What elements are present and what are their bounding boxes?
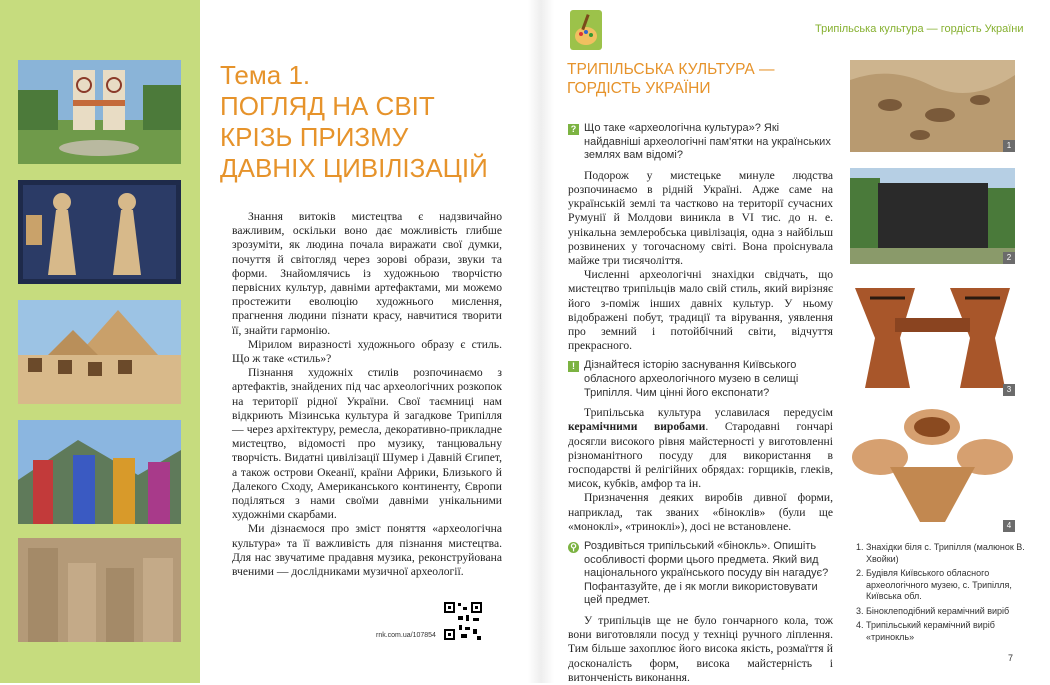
figure-number: 3	[1003, 384, 1015, 396]
figure-number: 2	[1003, 252, 1015, 264]
figure-1-drawing	[850, 60, 1015, 152]
topic-title-line: ДАВНІХ ЦИВІЛІЗАЦІЙ	[220, 153, 488, 183]
book-spine	[528, 0, 554, 683]
paragraph: Мірилом виразності художнього образу є стиль. Що ж таке «стиль»?	[232, 337, 502, 366]
page-number: 7	[1008, 653, 1014, 663]
bold-term: керамічними виробами	[568, 420, 706, 434]
topic-label: Тема 1.	[220, 60, 311, 90]
text-block	[568, 406, 833, 534]
paragraph	[568, 406, 833, 491]
caption-item: 4. Трипільський керамічний виріб «тринокль»	[866, 620, 1032, 643]
paragraph: Знання витоків мистецтва є надзвичайно важливим, оскільки воно дає можливість глибше зрозуміти, як людина почала виражати свої думки, почуття й світогляд через зорові образи, звуки та форми. Знайомлячись із художньою творчістю первісних культур, давніми артефактами, ми можемо простежити еволюцію художнього мислення, прагнення людини пізнати красу, навчитися творити її, знайти гармонію.	[232, 210, 502, 337]
caption-item: 2. Будівля Київського обласного археологічного музею, с. Трипілля, Київська обл.	[866, 568, 1032, 603]
paragraph: Численні археологічні знахідки свідчать, що мистецтво трипільців мало свій стиль, який вирізняє його з-поміж інших давніх культур. У ньому відображені побут, традиції та вірування, уявлення про земний і потойбічний світи, відчуття прекрасного.	[568, 268, 833, 353]
topic-title-line: ПОГЛЯД НА СВІТ	[220, 91, 435, 121]
text-block	[568, 169, 833, 354]
paragraph: Подорож у мистецьке минуле людства розпочинаємо в рідній Україні. Адже саме на українській землі та частково на території сучасних Румунії й Молдови виникла в VI тис. до н. е. унікальна землеробська цивілізація, одна з найбільш розвинених у тогочасному світі. Вона проіснувала майже три тисячоліття.	[568, 168, 833, 267]
caption-item: 1. Знахідки біля с. Трипілля (малюнок В. Хвойки)	[866, 542, 1032, 565]
photo-sumerian-figures	[18, 180, 181, 284]
question-block	[568, 122, 833, 163]
magnifier-icon: ⚲	[568, 542, 579, 553]
chapter-title-line: ТРИПІЛЬСЬКА КУЛЬТУРА —	[567, 61, 775, 78]
topic-title-line: КРІЗЬ ПРИЗМУ	[220, 122, 409, 152]
paragraph-part: Трипільська культура уславилася передусім	[584, 406, 833, 420]
figure-2-museum	[850, 168, 1015, 264]
paragraph: У трипільців ще не було гончарного кола, тож вони виготовляли посуд у техніці ручного ліплення. Тим більше захоплює його висока якість, розмаїття й досконалість форм, висока майстерність і витонченість виконання.	[568, 614, 833, 684]
chapter-body	[568, 122, 833, 685]
task-block	[568, 540, 833, 608]
intro-text	[232, 210, 502, 579]
running-header: Трипільська культура — гордість України	[815, 23, 1024, 35]
figure-3-binocle-vessel	[850, 278, 1015, 396]
chapter-title-line: ГОРДІСТЬ УКРАЇНИ	[567, 80, 711, 97]
photo-trypillia-monument	[18, 60, 181, 164]
paragraph: Ми дізнаємося про зміст поняття «археологічна культура» та її важливість для пізнання мистецтва. Для нас звучатиме прадавня музика, реконструйована вченими — дослідниками музичної археології.	[232, 522, 502, 579]
paragraph-part: . Стародавні гончарі досягли високого рівня майстерності у виготовленні різноманітного посуду для використання в господарстві й релігійних обрядах: горщиків, глеків, мисок, кубків, амфор та ін.	[568, 420, 833, 491]
chapter-title	[567, 60, 837, 98]
qr-link-caption[interactable]: rnk.com.ua/107854	[376, 632, 436, 639]
task-text: Дізнайтеся історію заснування Київського обласного археологічного музею в селищі Трипілля. Чим цінні його експонати?	[584, 359, 799, 399]
task-text: Роздивіться трипільський «бінокль». Опишіть особливості форми цього предмета. Який вид національного українського посуду він нагадує? Пофантазуйте, де і як могли використовувати цей предмет.	[584, 540, 829, 607]
exclamation-icon: !	[568, 361, 579, 372]
text-block	[568, 614, 833, 685]
paragraph: Пізнання художніх стилів розпочинаємо з артефактів, знайдених під час археологічних розкопок на території рідної України. Свої таємниці нам відкриють Мізинська культура й загадкове Трипілля — через архітектуру, ремесла, декоративно-прикладне мистецтво, відомості про музику, танцювальну творчість. Видатні цивілізації Шумер і Давній Єгипет, а також острови Океанії, країни Африки, Близького й Далекого Сходу, Американського континенту, Європи поділяться з нами своїми давніми унікальними художніми скарбами.	[232, 366, 502, 522]
photo-egypt-pyramids	[18, 300, 181, 404]
photo-egyptian-statues	[18, 538, 181, 642]
task-block	[568, 359, 833, 400]
topic-heading	[220, 60, 520, 184]
photo-andean-musicians	[18, 420, 181, 524]
palette-icon	[570, 10, 602, 50]
paragraph: Призначення деяких виробів дивної форми, наприклад, так званих «біноклів» (були ще «моноклі», «триноклі»), досі не встановлене.	[568, 491, 833, 533]
figure-captions	[852, 542, 1032, 646]
qr-code[interactable]	[443, 601, 483, 641]
question-text: Що таке «археологічна культура»? Які найдавніші археологічні пам'ятки на українських землях вам відомі?	[584, 122, 831, 162]
caption-item: 3. Біноклеподібний керамічний виріб	[866, 606, 1032, 618]
figure-number: 1	[1003, 140, 1015, 152]
question-icon: ?	[568, 124, 579, 135]
figure-4-trinocle-vessel	[850, 402, 1015, 532]
figure-number: 4	[1003, 520, 1015, 532]
